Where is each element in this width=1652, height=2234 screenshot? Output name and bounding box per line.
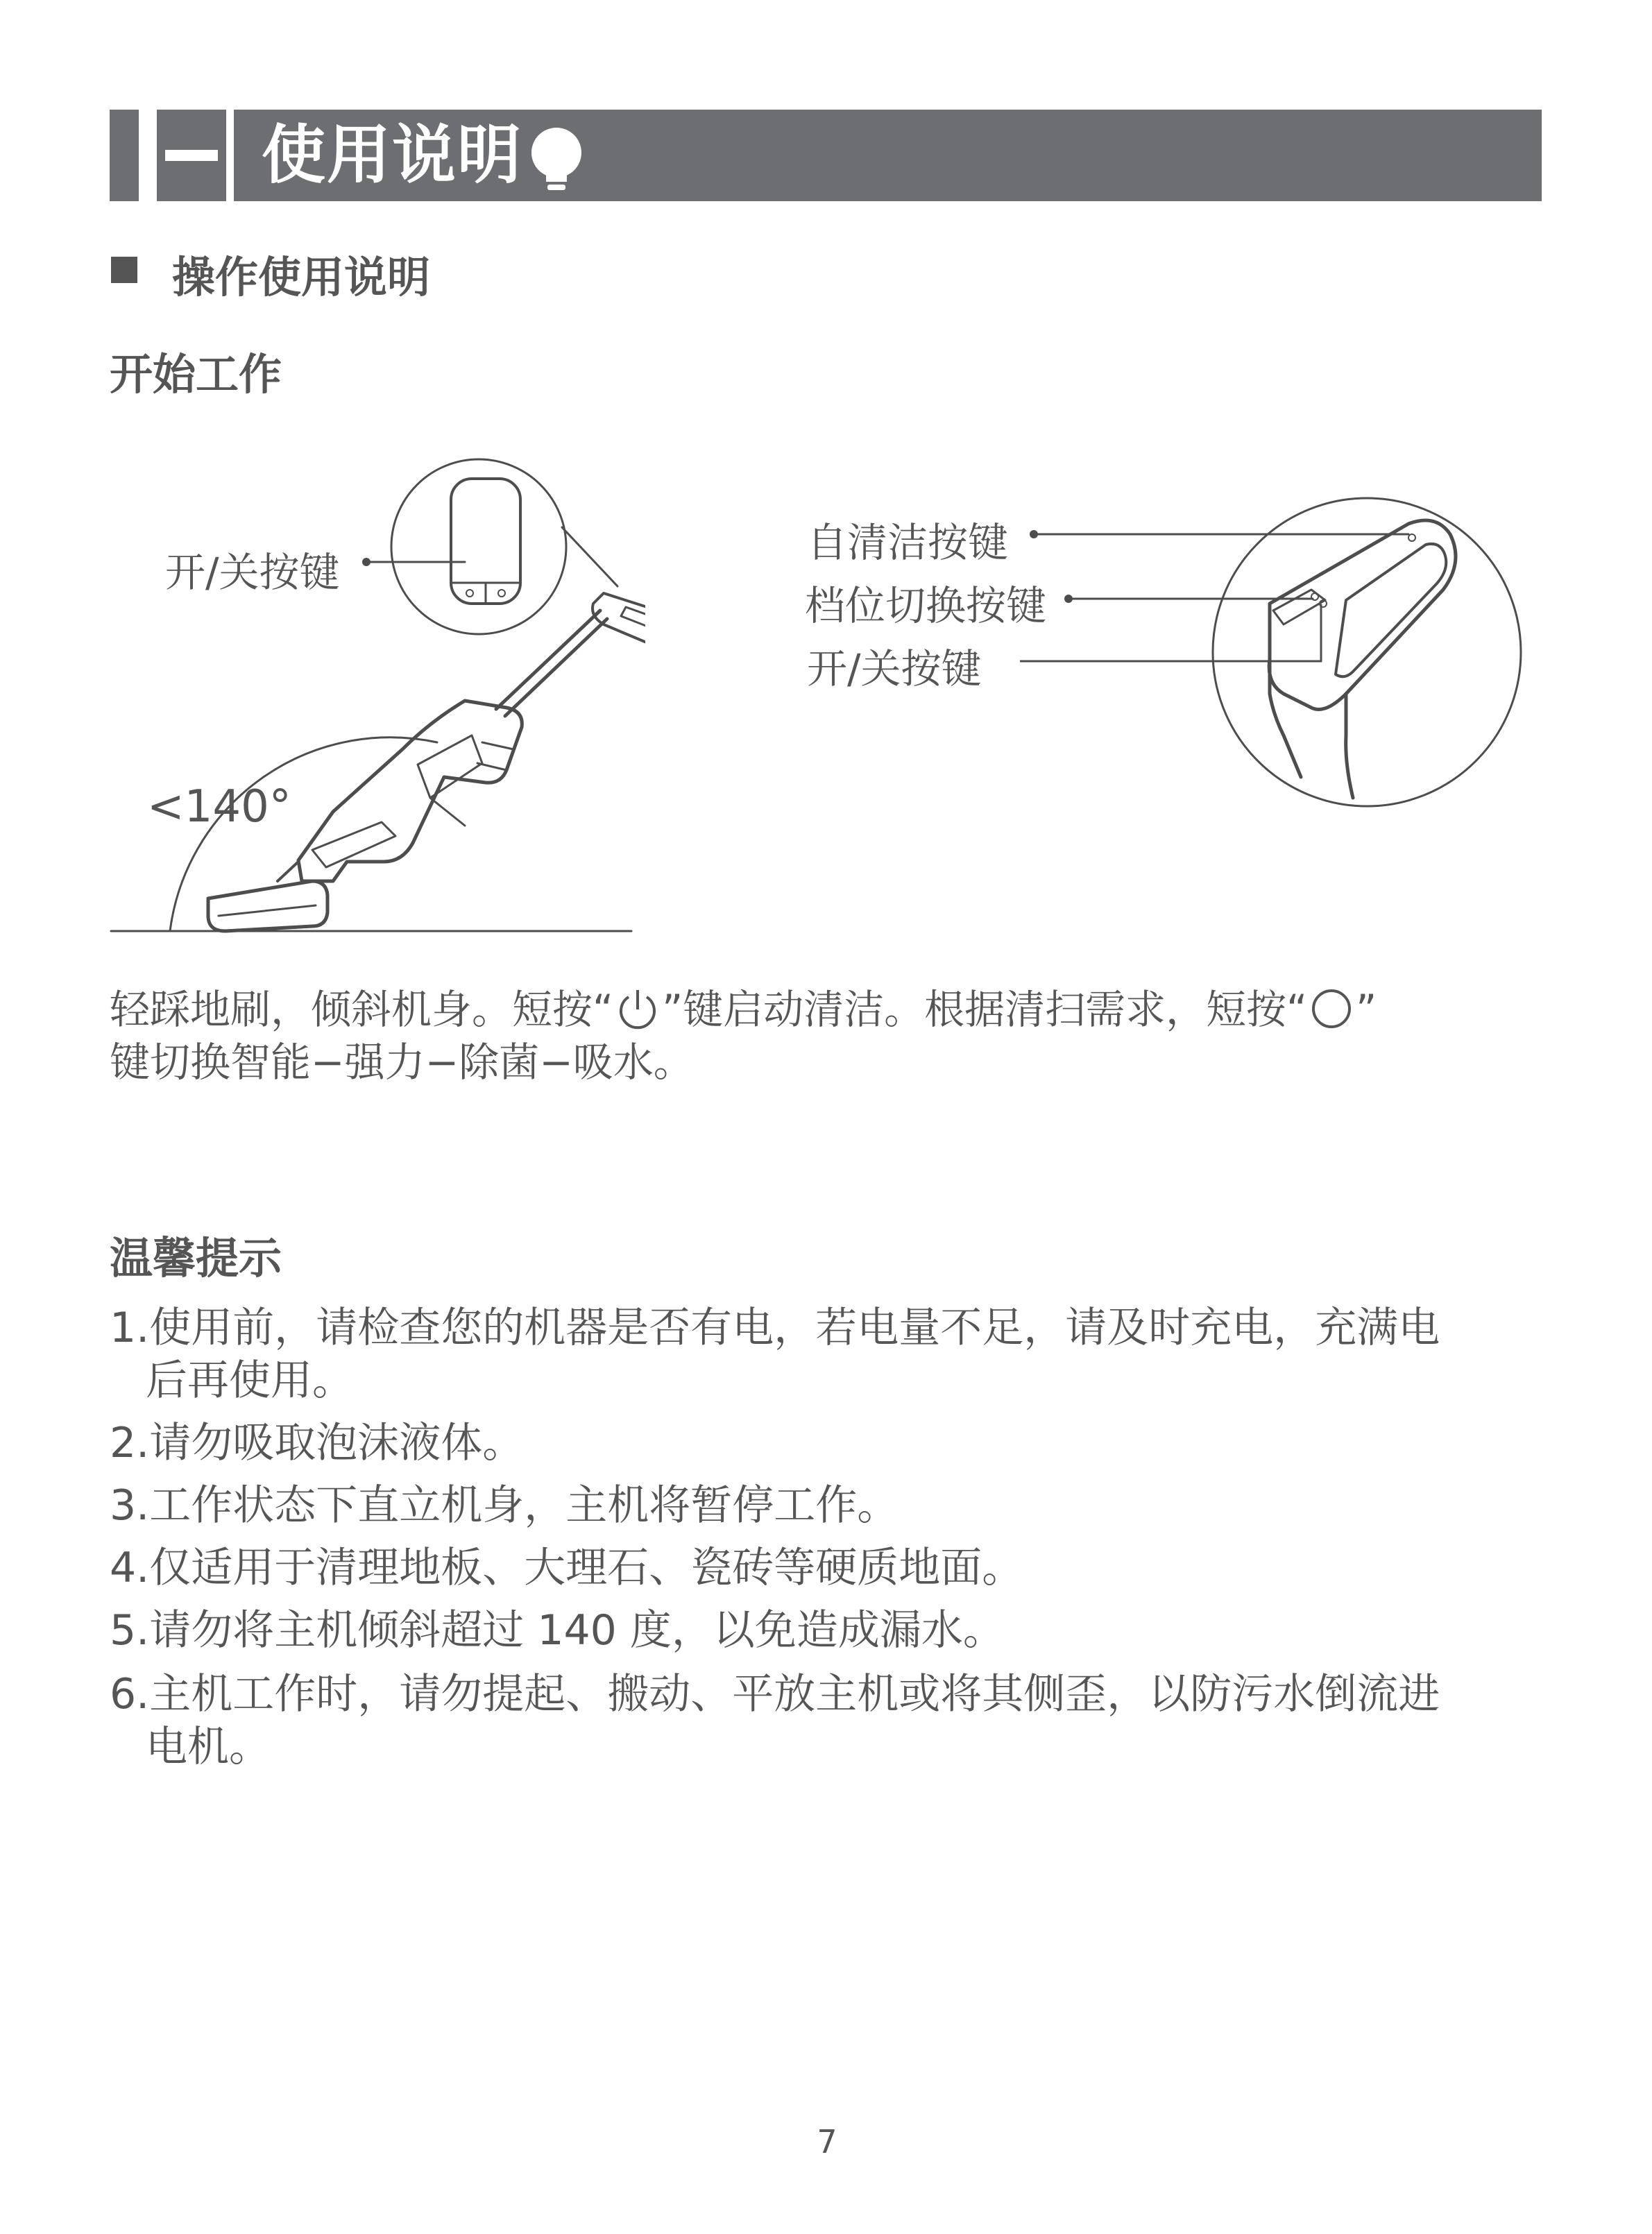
section-title: 使用说明 — [262, 118, 523, 192]
tips-heading: 温馨提示 — [110, 1233, 282, 1284]
section-dash-block — [157, 110, 226, 201]
tip-item-1: 1.使用前，请检查您的机器是否有电，若电量不足，请及时充电，充满电 — [110, 1304, 1440, 1352]
start-description-line-2: 键切换智能−强力−除菌−吸水。 — [110, 1039, 694, 1086]
section-marker — [110, 110, 139, 201]
power-icon — [616, 987, 659, 1030]
tip-item-1-cont: 后再使用。 — [146, 1356, 354, 1405]
tip-item-4: 4.仅适用于清理地板、大理石、瓷砖等硬质地面。 — [110, 1544, 1024, 1592]
tip-item-6: 6.主机工作时，请勿提起、搬动、平放主机或将其侧歪，以防污水倒流进 — [110, 1670, 1440, 1719]
power-button-label-right: 开/关按键 — [807, 645, 982, 692]
mode-switch-button-label: 档位切换按键 — [805, 582, 1047, 629]
power-button-label-left: 开/关按键 — [165, 549, 340, 596]
subsection-title: 操作使用说明 — [172, 252, 431, 302]
page-number: 7 — [817, 2123, 837, 2160]
angle-label: <140° — [147, 781, 291, 833]
start-heading: 开始工作 — [110, 349, 282, 400]
tip-item-3: 3.工作状态下直立机身，主机将暂停工作。 — [110, 1481, 899, 1530]
tip-item-5: 5.请勿将主机倾斜超过 140 度，以免造成漏水。 — [110, 1606, 1005, 1655]
handle-buttons-illustration — [1020, 486, 1547, 819]
self-clean-button-label: 自清洁按键 — [807, 519, 1009, 566]
section-header — [234, 110, 1542, 201]
mode-button-icon — [1310, 987, 1353, 1030]
mop-tilt-illustration — [104, 437, 645, 937]
bullet-square — [111, 257, 137, 283]
lightbulb-icon — [525, 125, 588, 194]
start-description-line-1: 轻踩地刷，倾斜机身。短按“ ”键启动清洁。根据清扫需求，短按“ ” — [110, 986, 1377, 1033]
tip-item-2: 2.请勿吸取泡沫液体。 — [110, 1419, 525, 1467]
tip-item-6-cont: 电机。 — [146, 1723, 271, 1771]
